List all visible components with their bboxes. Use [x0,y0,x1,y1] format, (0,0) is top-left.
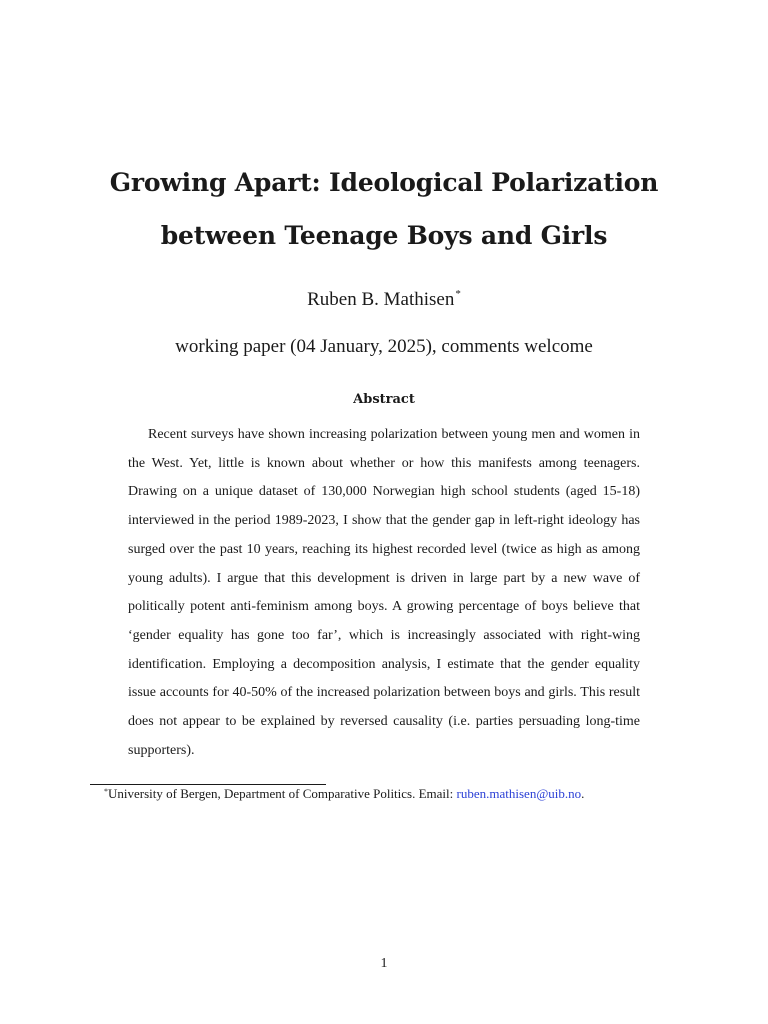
abstract-heading: Abstract [353,392,415,407]
footnote-marker: * [104,787,108,796]
abstract-body: Recent surveys have shown increasing polarization between young men and women in the West. Yet, little is known about whether or how this manifests among teenagers. Drawing on a unique dataset of 130,000 Norwegian high school students (aged 15-18) interviewed in the period 1989-2023, I show that the gender gap in left-right ideology has surged over the past 10 years, reaching its highest recorded level (twice as high as among young adults). I argue that this development is driven in large part by a new wave of politically potent anti-feminism among boys. A growing percentage of boys believe that ‘gender equality has gone too far’, which is increasingly associated with right-wing identification. Employing a decomposition analysis, I estimate that the gender equality issue accounts for 40-50% of the increased polarization between boys and girls. This result does not appear to be explained by reversed causality (i.e. parties persuading long-time supporters). [128,427,640,758]
author-email-link[interactable]: ruben.mathisen@uib.no [456,786,582,801]
paper-title-line-2: between Teenage Boys and Girls [160,221,608,250]
footnote-divider [90,784,326,785]
paper-dateline: working paper (04 January, 2025), comments welcome [175,336,593,357]
footnote [104,786,704,802]
page-number: 1 [380,956,388,971]
paper-title-line-1: Growing Apart: Ideological Polarization [109,168,659,197]
footnote-trailing: . [581,786,585,801]
author-line [0,289,768,311]
footnote-affiliation: University of Bergen, Department of Comparative Politics. Email: [108,786,457,801]
author-name: Ruben B. Mathisen [307,289,455,310]
author-footnote-marker[interactable]: * [455,288,461,300]
